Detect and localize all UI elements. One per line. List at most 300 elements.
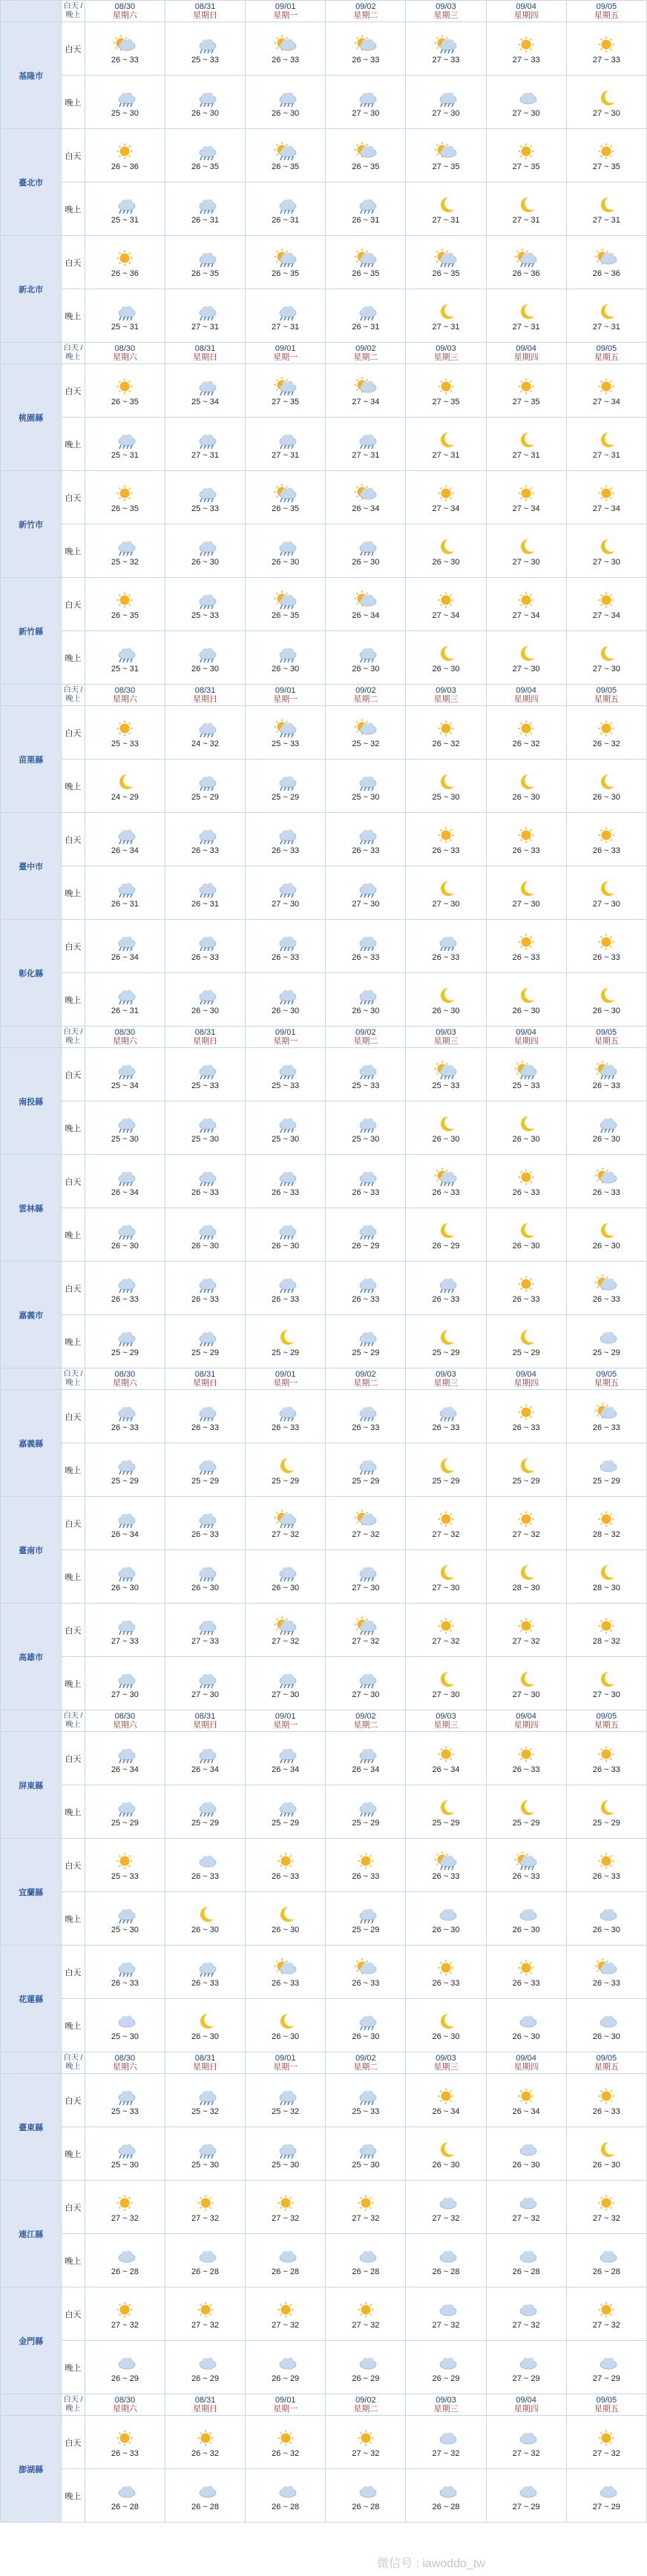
cloud-icon bbox=[326, 2247, 405, 2266]
sun-icon bbox=[567, 826, 646, 845]
temperature-range: 26 ~ 33 bbox=[592, 1295, 620, 1304]
header-weekday: 星期二 bbox=[353, 2405, 378, 2414]
header-date: 09/01 bbox=[275, 2054, 296, 2063]
forecast-cell bbox=[486, 289, 566, 343]
forecast-cell bbox=[486, 1657, 566, 1710]
moon-icon bbox=[406, 2012, 485, 2031]
temperature-range: 27 ~ 32 bbox=[432, 2321, 460, 2330]
header-date: 09/04 bbox=[516, 344, 536, 353]
forecast-cell bbox=[246, 2074, 326, 2127]
sun-icon bbox=[85, 2428, 165, 2448]
temperature-range: 26 ~ 33 bbox=[592, 1872, 620, 1881]
header-date-cell bbox=[165, 1710, 245, 1732]
forecast-cell bbox=[566, 289, 646, 343]
cloud-rain-icon bbox=[85, 195, 165, 214]
header-row bbox=[1, 2052, 647, 2074]
forecast-cell bbox=[566, 2074, 646, 2127]
watermark: 微信号 : iawoddo_tw bbox=[377, 2557, 485, 2570]
cloud-rain-icon bbox=[246, 195, 325, 214]
night-row bbox=[1, 866, 647, 920]
temperature-range: 26 ~ 28 bbox=[592, 2267, 620, 2276]
city-name: 彰化縣 bbox=[1, 920, 62, 1027]
header-date: 08/31 bbox=[194, 686, 216, 695]
header-weekday: 星期二 bbox=[353, 1037, 378, 1046]
cloud-icon bbox=[406, 2247, 485, 2266]
header-weekday: 星期三 bbox=[433, 1379, 459, 1388]
temperature-range: 26 ~ 30 bbox=[352, 665, 380, 673]
temperature-range: 27 ~ 32 bbox=[432, 1637, 460, 1646]
header-weekday: 星期日 bbox=[193, 353, 218, 362]
forecast-cell bbox=[165, 631, 245, 685]
cloud-icon bbox=[406, 2482, 485, 2501]
header-date: 09/02 bbox=[355, 1028, 376, 1037]
forecast-cell bbox=[165, 920, 245, 973]
temperature-range: 25 ~ 29 bbox=[272, 1477, 300, 1486]
header-weekday: 星期一 bbox=[273, 353, 298, 362]
forecast-cell bbox=[486, 631, 566, 685]
cloud-rain-icon bbox=[246, 644, 325, 663]
forecast-cell bbox=[406, 1155, 486, 1208]
sun-cloud-rain-icon bbox=[246, 377, 325, 396]
header-weekday: 星期五 bbox=[594, 695, 619, 704]
header-weekday: 星期四 bbox=[513, 1721, 539, 1730]
sun-cloud-icon bbox=[326, 1958, 405, 1977]
day-label: 白天 bbox=[62, 1497, 85, 1550]
temperature-range: 26 ~ 35 bbox=[272, 504, 300, 513]
temperature-range: 26 ~ 34 bbox=[111, 953, 139, 962]
forecast-cell bbox=[566, 866, 646, 920]
moon-icon bbox=[567, 772, 646, 791]
header-date-cell bbox=[165, 1, 245, 22]
header-weekday: 星期六 bbox=[112, 11, 137, 20]
forecast-cell bbox=[486, 1390, 566, 1443]
cloud-rain-icon bbox=[326, 1745, 405, 1764]
forecast-cell bbox=[165, 1101, 245, 1155]
header-date: 09/01 bbox=[275, 686, 296, 695]
forecast-cell bbox=[486, 1550, 566, 1604]
city-name: 新竹縣 bbox=[1, 578, 62, 685]
forecast-cell bbox=[85, 1604, 165, 1657]
day-label: 白天 bbox=[62, 471, 85, 524]
forecast-cell bbox=[326, 364, 406, 418]
sun-icon bbox=[406, 1616, 485, 1635]
forecast-cell bbox=[326, 236, 406, 289]
forecast-cell bbox=[566, 973, 646, 1027]
temperature-range: 26 ~ 34 bbox=[111, 1530, 139, 1539]
night-label: 晚上 bbox=[62, 1443, 85, 1497]
moon-icon bbox=[487, 772, 566, 791]
temperature-range: 26 ~ 30 bbox=[512, 793, 540, 802]
temperature-range: 26 ~ 33 bbox=[432, 1295, 460, 1304]
temperature-range: 27 ~ 31 bbox=[512, 216, 540, 225]
header-date-cell bbox=[85, 1710, 165, 1732]
temperature-range: 26 ~ 32 bbox=[512, 739, 540, 748]
cloud-rain-icon bbox=[246, 826, 325, 845]
temperature-range: 27 ~ 32 bbox=[352, 1637, 380, 1646]
header-date-cell bbox=[326, 1368, 406, 1390]
header-date: 09/01 bbox=[275, 1712, 296, 1721]
forecast-cell bbox=[486, 1048, 566, 1101]
temperature-range: 26 ~ 33 bbox=[191, 1295, 220, 1304]
cloud-rain-icon bbox=[406, 1403, 485, 1422]
temperature-range: 25 ~ 30 bbox=[352, 793, 380, 802]
cloud-rain-icon bbox=[165, 35, 245, 54]
moon-icon bbox=[567, 1670, 646, 1689]
forecast-cell bbox=[406, 1785, 486, 1839]
forecast-cell bbox=[486, 1604, 566, 1657]
day-label: 白天 bbox=[62, 1048, 85, 1101]
cloud-icon bbox=[406, 2353, 485, 2373]
header-weekday: 星期二 bbox=[353, 695, 378, 704]
header-weekday: 星期六 bbox=[112, 1721, 137, 1730]
forecast-cell bbox=[246, 920, 326, 973]
sun-cloud-icon bbox=[326, 719, 405, 738]
temperature-range: 26 ~ 35 bbox=[272, 269, 300, 278]
moon-icon bbox=[487, 195, 566, 214]
forecast-cell bbox=[326, 1262, 406, 1315]
sun-cloud-rain-icon bbox=[246, 1616, 325, 1635]
night-label: 晚上 bbox=[62, 631, 85, 685]
temperature-range: 26 ~ 34 bbox=[352, 611, 380, 620]
forecast-cell bbox=[246, 364, 326, 418]
cloud-icon bbox=[567, 2247, 646, 2266]
cloud-icon bbox=[406, 2193, 485, 2213]
header-weekday: 星期日 bbox=[193, 695, 218, 704]
temperature-range: 27 ~ 30 bbox=[512, 558, 540, 567]
forecast-cell bbox=[85, 1732, 165, 1785]
forecast-cell bbox=[85, 1390, 165, 1443]
sun-cloud-rain-icon bbox=[567, 1061, 646, 1080]
header-date: 08/30 bbox=[114, 1712, 136, 1721]
temperature-range: 26 ~ 30 bbox=[512, 1135, 540, 1144]
night-row bbox=[1, 1208, 647, 1262]
forecast-cell bbox=[326, 578, 406, 631]
day-row bbox=[1, 2287, 647, 2341]
cloud-rain-icon bbox=[85, 1745, 165, 1764]
sun-icon bbox=[567, 142, 646, 161]
forecast-cell bbox=[406, 1262, 486, 1315]
header-row bbox=[1, 685, 647, 706]
header-date: 08/31 bbox=[194, 1370, 216, 1379]
forecast-cell bbox=[85, 578, 165, 631]
temperature-range: 24 ~ 32 bbox=[191, 739, 220, 748]
temperature-range: 26 ~ 35 bbox=[111, 611, 139, 620]
header-date: 09/04 bbox=[516, 1370, 536, 1379]
header-weekday: 星期六 bbox=[112, 1379, 137, 1388]
forecast-cell bbox=[486, 1208, 566, 1262]
temperature-range: 27 ~ 30 bbox=[512, 109, 540, 118]
temperature-range: 26 ~ 33 bbox=[191, 953, 220, 962]
header-date-cell bbox=[566, 1027, 646, 1048]
temperature-range: 26 ~ 35 bbox=[191, 162, 220, 171]
forecast-cell bbox=[406, 129, 486, 182]
forecast-cell bbox=[486, 129, 566, 182]
temperature-range: 26 ~ 33 bbox=[512, 1979, 540, 1988]
day-label: 白天 bbox=[62, 706, 85, 760]
header-date: 09/05 bbox=[596, 2054, 617, 2063]
header-date-cell bbox=[165, 1027, 245, 1048]
sun-icon bbox=[85, 142, 165, 161]
night-row bbox=[1, 1101, 647, 1155]
cloud-rain-icon bbox=[246, 302, 325, 321]
forecast-cell bbox=[85, 524, 165, 578]
moon-icon bbox=[406, 1221, 485, 1240]
forecast-cell bbox=[566, 1785, 646, 1839]
day-label: 白天 bbox=[62, 920, 85, 973]
header-date: 09/05 bbox=[596, 1028, 617, 1037]
forecast-cell bbox=[85, 1262, 165, 1315]
forecast-cell bbox=[326, 1443, 406, 1497]
header-weekday: 星期六 bbox=[112, 353, 137, 362]
temperature-range: 25 ~ 30 bbox=[272, 1135, 300, 1144]
temperature-range: 27 ~ 31 bbox=[512, 451, 540, 460]
header-date: 09/04 bbox=[516, 686, 536, 695]
temperature-range: 26 ~ 33 bbox=[512, 1765, 540, 1774]
header-date: 09/04 bbox=[516, 2054, 536, 2063]
forecast-cell bbox=[406, 289, 486, 343]
day-label: 白天 bbox=[62, 1732, 85, 1785]
moon-icon bbox=[406, 1114, 485, 1133]
temperature-range: 27 ~ 30 bbox=[432, 1690, 460, 1699]
temperature-range: 25 ~ 33 bbox=[111, 2107, 139, 2116]
temperature-range: 25 ~ 33 bbox=[191, 611, 220, 620]
temperature-range: 26 ~ 34 bbox=[512, 2107, 540, 2116]
forecast-cell bbox=[246, 760, 326, 813]
sun-cloud-icon bbox=[246, 35, 325, 54]
forecast-cell bbox=[165, 471, 245, 524]
forecast-cell bbox=[246, 578, 326, 631]
forecast-cell bbox=[406, 418, 486, 471]
cloud-rain-icon bbox=[85, 644, 165, 663]
temperature-range: 26 ~ 30 bbox=[512, 2032, 540, 2041]
day-row bbox=[1, 364, 647, 418]
header-date: 09/03 bbox=[436, 686, 456, 695]
cloud-rain-icon bbox=[165, 932, 245, 952]
temperature-range: 26 ~ 30 bbox=[272, 1242, 300, 1251]
forecast-cell bbox=[246, 866, 326, 920]
forecast-cell bbox=[486, 1892, 566, 1946]
header-date-cell bbox=[246, 2394, 326, 2416]
day-row bbox=[1, 578, 647, 631]
header-weekday: 星期二 bbox=[353, 1721, 378, 1730]
temperature-range: 26 ~ 33 bbox=[352, 56, 380, 65]
temperature-range: 26 ~ 33 bbox=[111, 1979, 139, 1988]
temperature-range: 26 ~ 30 bbox=[432, 558, 460, 567]
temperature-range: 25 ~ 29 bbox=[352, 1926, 380, 1934]
temperature-range: 26 ~ 30 bbox=[512, 1242, 540, 1251]
forecast-cell bbox=[486, 236, 566, 289]
forecast-cell bbox=[406, 1315, 486, 1368]
header-weekday: 星期六 bbox=[112, 695, 137, 704]
temperature-range: 27 ~ 33 bbox=[592, 56, 620, 65]
moon-icon bbox=[567, 986, 646, 1005]
sun-cloud-icon bbox=[326, 1509, 405, 1529]
header-weekday: 星期四 bbox=[513, 2405, 539, 2414]
header-row bbox=[1, 1027, 647, 1048]
forecast-cell bbox=[406, 524, 486, 578]
sun-cloud-icon bbox=[326, 377, 405, 396]
temperature-range: 26 ~ 30 bbox=[592, 1242, 620, 1251]
night-label: 晚上 bbox=[62, 2341, 85, 2394]
cloud-rain-icon bbox=[165, 1745, 245, 1764]
moon-icon bbox=[165, 1905, 245, 1924]
moon-icon bbox=[487, 986, 566, 1005]
day-row bbox=[1, 2416, 647, 2469]
temperature-range: 26 ~ 33 bbox=[352, 1979, 380, 1988]
forecast-cell bbox=[326, 1999, 406, 2052]
header-row bbox=[1, 1710, 647, 1732]
header-date-cell bbox=[486, 1, 566, 22]
forecast-cell bbox=[85, 22, 165, 76]
header-weekday: 星期五 bbox=[594, 1721, 619, 1730]
temperature-range: 26 ~ 29 bbox=[272, 2374, 300, 2383]
forecast-cell bbox=[85, 1839, 165, 1892]
forecast-cell bbox=[326, 418, 406, 471]
temperature-range: 26 ~ 30 bbox=[512, 1007, 540, 1015]
temperature-range: 26 ~ 33 bbox=[432, 1872, 460, 1881]
temperature-range: 27 ~ 30 bbox=[352, 109, 380, 118]
temperature-range: 27 ~ 30 bbox=[592, 558, 620, 567]
temperature-range: 26 ~ 31 bbox=[272, 216, 300, 225]
cloud-rain-icon bbox=[165, 1670, 245, 1689]
day-row bbox=[1, 920, 647, 973]
temperature-range: 25 ~ 34 bbox=[191, 398, 220, 406]
forecast-cell bbox=[406, 1443, 486, 1497]
temperature-range: 26 ~ 33 bbox=[191, 1530, 220, 1539]
temperature-range: 26 ~ 28 bbox=[352, 2503, 380, 2511]
sun-icon bbox=[567, 1616, 646, 1635]
cloud-rain-icon bbox=[85, 430, 165, 449]
header-weekday: 星期四 bbox=[513, 11, 539, 20]
temperature-range: 27 ~ 31 bbox=[191, 323, 220, 332]
forecast-cell bbox=[326, 2469, 406, 2523]
forecast-cell bbox=[486, 2127, 566, 2181]
sun-icon bbox=[567, 35, 646, 54]
header-date-cell bbox=[406, 2394, 486, 2416]
temperature-range: 25 ~ 29 bbox=[592, 1477, 620, 1486]
forecast-cell bbox=[326, 1048, 406, 1101]
sun-icon bbox=[165, 2428, 245, 2448]
header-corner bbox=[1, 685, 62, 706]
temperature-range: 27 ~ 32 bbox=[191, 2214, 220, 2223]
moon-icon bbox=[406, 302, 485, 321]
temperature-range: 26 ~ 29 bbox=[432, 2374, 460, 2383]
day-row bbox=[1, 1604, 647, 1657]
temperature-range: 26 ~ 33 bbox=[191, 1423, 220, 1432]
header-weekday: 星期日 bbox=[193, 2405, 218, 2414]
temperature-range: 26 ~ 28 bbox=[432, 2503, 460, 2511]
cloud-rain-icon bbox=[326, 2140, 405, 2159]
header-day-night: 白天 / 晚上 bbox=[62, 1027, 85, 1048]
temperature-range: 25 ~ 29 bbox=[352, 1477, 380, 1486]
night-row bbox=[1, 1550, 647, 1604]
header-date-cell bbox=[406, 343, 486, 364]
temperature-range: 26 ~ 30 bbox=[272, 109, 300, 118]
temperature-range: 25 ~ 29 bbox=[111, 1819, 139, 1828]
header-date-cell bbox=[85, 1368, 165, 1390]
moon-icon bbox=[246, 1328, 325, 1347]
forecast-cell bbox=[85, 760, 165, 813]
cloud-rain-icon bbox=[165, 1958, 245, 1977]
forecast-cell bbox=[326, 1497, 406, 1550]
temperature-range: 26 ~ 30 bbox=[191, 558, 220, 567]
temperature-range: 26 ~ 33 bbox=[512, 1872, 540, 1881]
forecast-cell bbox=[165, 1208, 245, 1262]
forecast-cell bbox=[486, 2341, 566, 2394]
forecast-cell bbox=[566, 418, 646, 471]
forecast-cell bbox=[85, 2469, 165, 2523]
forecast-cell bbox=[406, 364, 486, 418]
temperature-range: 26 ~ 29 bbox=[111, 2374, 139, 2383]
header-weekday: 星期四 bbox=[513, 2063, 539, 2072]
temperature-range: 26 ~ 30 bbox=[272, 665, 300, 673]
city-name: 嘉義市 bbox=[1, 1262, 62, 1368]
city-name: 連江縣 bbox=[1, 2181, 62, 2287]
forecast-cell bbox=[406, 2127, 486, 2181]
forecast-cell bbox=[165, 76, 245, 129]
forecast-cell bbox=[566, 760, 646, 813]
header-date: 08/31 bbox=[194, 2, 216, 11]
header-date-cell bbox=[486, 685, 566, 706]
header-corner bbox=[1, 1027, 62, 1048]
forecast-cell bbox=[85, 1208, 165, 1262]
forecast-cell bbox=[486, 76, 566, 129]
forecast-cell bbox=[246, 76, 326, 129]
cloud-icon bbox=[567, 2012, 646, 2031]
forecast-cell bbox=[486, 1497, 566, 1550]
temperature-range: 26 ~ 30 bbox=[191, 109, 220, 118]
cloud-rain-icon bbox=[165, 195, 245, 214]
forecast-cell bbox=[326, 1550, 406, 1604]
forecast-cell bbox=[246, 706, 326, 760]
forecast-cell bbox=[486, 1315, 566, 1368]
forecast-cell bbox=[566, 1262, 646, 1315]
forecast-cell bbox=[85, 706, 165, 760]
moon-icon bbox=[406, 195, 485, 214]
forecast-cell bbox=[406, 973, 486, 1027]
forecast-cell bbox=[246, 1732, 326, 1785]
temperature-range: 25 ~ 29 bbox=[272, 1348, 300, 1357]
sun-cloud-icon bbox=[567, 1167, 646, 1187]
cloud-rain-icon bbox=[326, 932, 405, 952]
forecast-cell bbox=[85, 418, 165, 471]
header-row bbox=[1, 1, 647, 22]
forecast-cell bbox=[85, 866, 165, 920]
header-date: 09/02 bbox=[355, 1370, 376, 1379]
header-date: 08/31 bbox=[194, 2396, 216, 2405]
cloud-icon bbox=[567, 2353, 646, 2373]
forecast-cell bbox=[566, 1657, 646, 1710]
cloud-icon bbox=[567, 2482, 646, 2501]
temperature-range: 27 ~ 31 bbox=[592, 451, 620, 460]
city-name: 澎湖縣 bbox=[1, 2416, 62, 2523]
moon-icon bbox=[567, 88, 646, 108]
cloud-rain-icon bbox=[165, 537, 245, 556]
forecast-cell bbox=[566, 2181, 646, 2234]
cloud-rain-icon bbox=[326, 88, 405, 108]
forecast-cell bbox=[566, 1315, 646, 1368]
temperature-range: 27 ~ 30 bbox=[191, 1690, 220, 1699]
city-name: 臺中市 bbox=[1, 813, 62, 920]
forecast-cell bbox=[486, 2469, 566, 2523]
sun-icon bbox=[567, 2300, 646, 2319]
cloud-rain-icon bbox=[85, 1798, 165, 1817]
moon-icon bbox=[165, 2012, 245, 2031]
header-day-night: 白天 / 晚上 bbox=[62, 2394, 85, 2416]
day-row bbox=[1, 2181, 647, 2234]
temperature-range: 25 ~ 30 bbox=[352, 2161, 380, 2170]
temperature-range: 26 ~ 29 bbox=[352, 2374, 380, 2383]
